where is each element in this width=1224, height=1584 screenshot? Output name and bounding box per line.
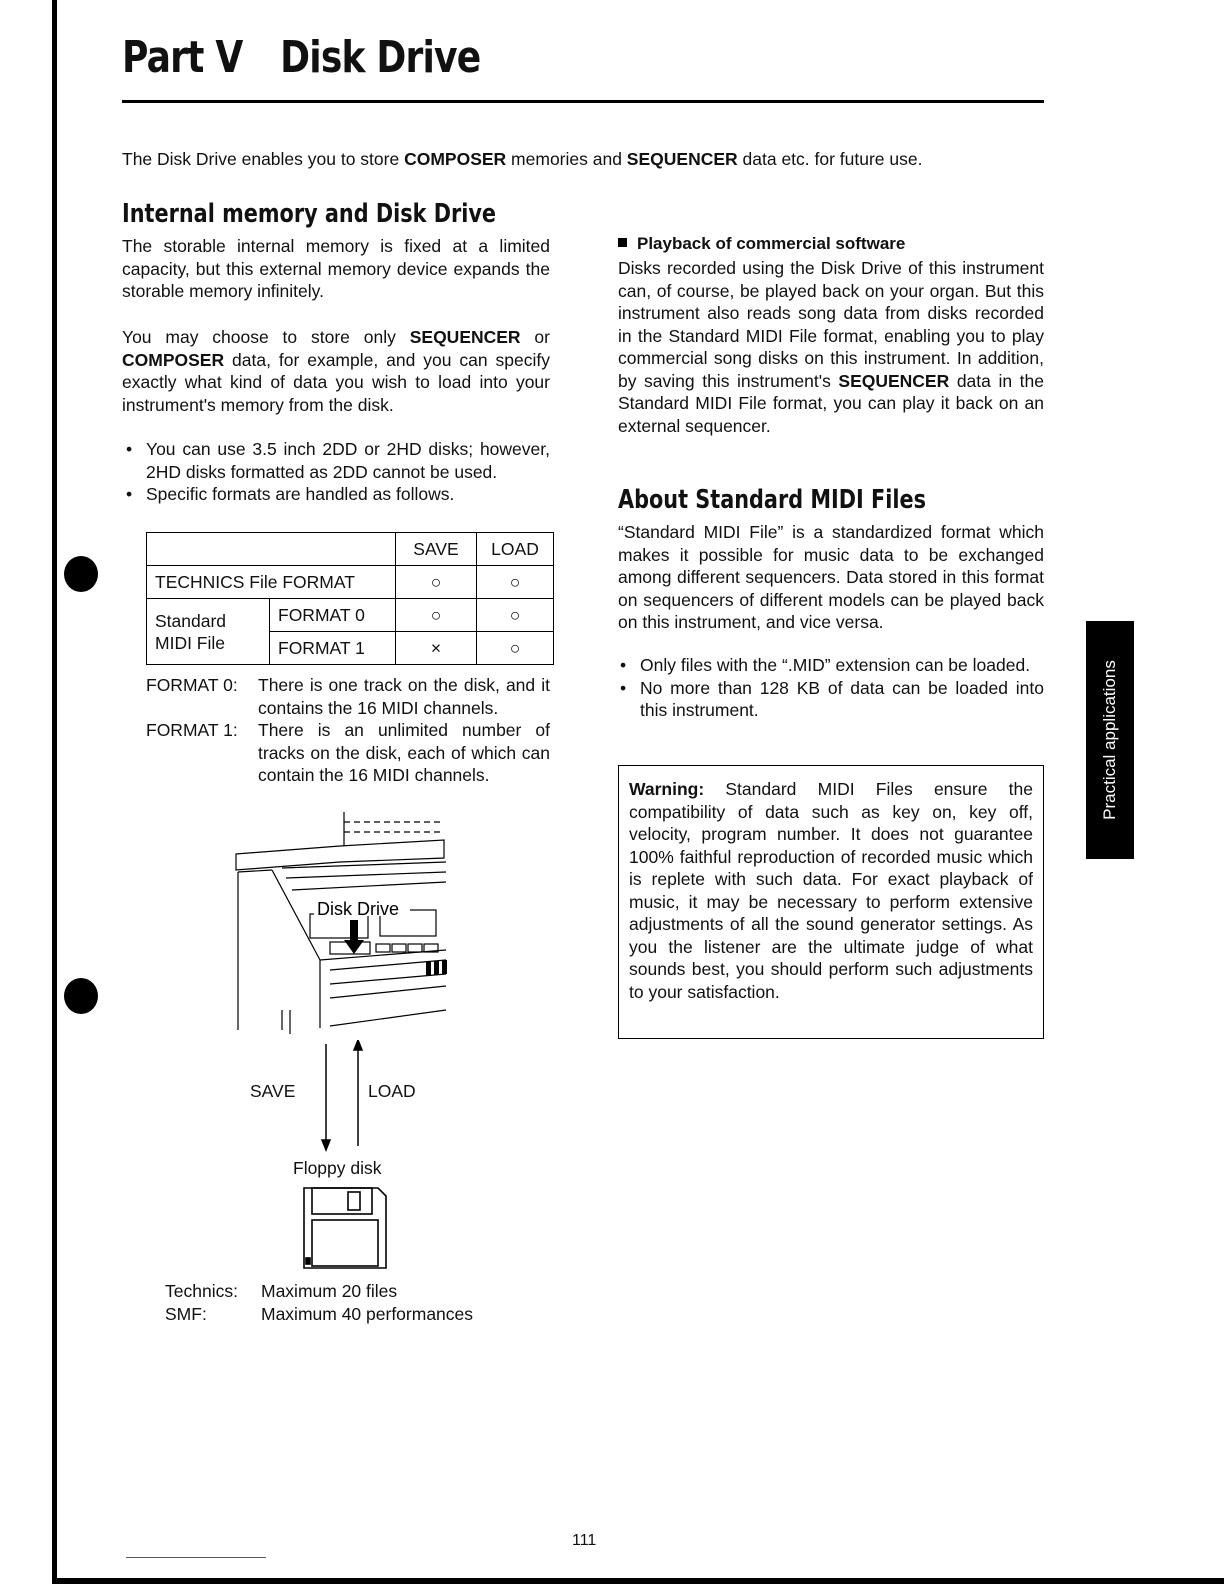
section-tab: [1086, 621, 1134, 859]
table-row: [147, 566, 554, 599]
section-tab-label: Practical applications: [1100, 660, 1119, 820]
warning-label: Warning:: [629, 779, 705, 799]
format0-label: FORMAT 0: [270, 599, 396, 632]
table-row: [147, 533, 554, 566]
format-note: FORMAT 1: There is an unlimited number of tracks on the disk, each of which can contain the 16 MIDI channels.: [146, 720, 550, 785]
format0-load-cell: ○: [477, 599, 554, 632]
page-number: 111: [572, 1532, 597, 1549]
limit-row: SMF: Maximum 40 performances: [165, 1303, 474, 1324]
format-table: [146, 532, 554, 665]
list-item: • You can use 3.5 inch 2DD or 2HD disks; however, 2HD disks formatted as 2DD cannot be used.: [124, 438, 550, 483]
intro-text: The Disk Drive enables you to store COMPOSER memories and SEQUENCER data etc. for future use.: [122, 149, 923, 169]
save-arrow-icon: [322, 1140, 330, 1150]
technics-save-cell: ○: [396, 566, 477, 599]
format1-label: FORMAT 1: [270, 632, 396, 665]
store-choice-paragraph: You may choose to store only SEQUENCER or COMPOSER data, for example, and you can specify exactly what kind of data you wish to load into your instrument's memory from the disk.: [122, 327, 550, 415]
limit-row: Technics: Maximum 20 files: [165, 1281, 398, 1301]
square-bullet-icon: [618, 238, 627, 247]
smf-paragraph: “Standard MIDI File” is a standardized format which makes it possible for music data to be exchanged among different sequencers. Data stored in this format on sequencers of different models can be played back on this instrument, and vice versa.: [618, 522, 1044, 632]
table-header-save: SAVE: [396, 533, 477, 566]
format1-save-cell: ×: [396, 632, 477, 665]
save-label: SAVE: [250, 1081, 296, 1101]
table-corner-cell: [147, 533, 396, 566]
playback-heading: Playback of commercial software: [618, 234, 905, 254]
technics-load-cell: ○: [477, 566, 554, 599]
format-notes: [146, 674, 550, 787]
disk-bullet-list: [124, 438, 550, 506]
binder-hole: [64, 556, 98, 592]
warning-text: Standard MIDI Files ensure the compatibility of data such as key on, key off, velocity, program number. It does not guarantee 100% faithful reproduction of recorded music which is replete with such data. For exact playback of music, it may be necessary to perform extensive adjustments of all the sound generator settings. As you the listener are the ultimate judge of what sounds best, you should perform such adjustments to your satisfaction.: [629, 779, 1033, 1002]
list-item: • No more than 128 KB of data can be loaded into this instrument.: [618, 677, 1044, 722]
playback-paragraph: Disks recorded using the Disk Drive of this instrument can, of course, be played back on your organ. But this instrument also reads song data from disks recorded in the Standard MIDI File format, enabling you to play commercial song disks on this instrument. In addition, by saving this instrument's SEQUENCER data in the Standard MIDI File format, you can play it back on an external sequencer.: [618, 258, 1044, 436]
section-heading-internal-memory: Internal memory and Disk Drive: [122, 199, 497, 229]
file-limits: [165, 1280, 473, 1325]
format-note: FORMAT 0: There is one track on the disk, and it contains the 16 MIDI channels.: [146, 675, 550, 718]
organ-illustration: [230, 810, 455, 1040]
page-title: Part V Disk Drive: [122, 32, 481, 83]
title-rule: [122, 100, 1044, 103]
internal-memory-paragraph: The storable internal memory is fixed at a limited capacity, but this external memory device expands the storable memory infinitely.: [122, 236, 550, 301]
warning-box: [618, 765, 1044, 1039]
save-load-arrows: [310, 1040, 370, 1152]
disk-drive-label: Disk Drive: [317, 899, 400, 919]
list-item: • Only files with the “.MID” extension can be loaded.: [618, 654, 1044, 677]
format1-load-cell: ○: [477, 632, 554, 665]
section-heading-smf: About Standard MIDI Files: [618, 485, 926, 515]
table-row: [147, 599, 554, 632]
smf-bullet-list: [618, 654, 1044, 722]
footer-line: [126, 1557, 266, 1558]
load-label: LOAD: [368, 1081, 416, 1101]
binder-hole: [64, 978, 98, 1014]
technics-format-label: TECHNICS File FORMAT: [147, 566, 396, 599]
format0-save-cell: ○: [396, 599, 477, 632]
load-arrow-icon: [354, 1040, 362, 1050]
floppy-disk-icon: [302, 1186, 388, 1270]
table-header-load: LOAD: [477, 533, 554, 566]
list-item: • Specific formats are handled as follows.: [124, 483, 550, 506]
smf-label: Standard MIDI File: [147, 599, 270, 665]
floppy-label: Floppy disk: [293, 1158, 382, 1178]
